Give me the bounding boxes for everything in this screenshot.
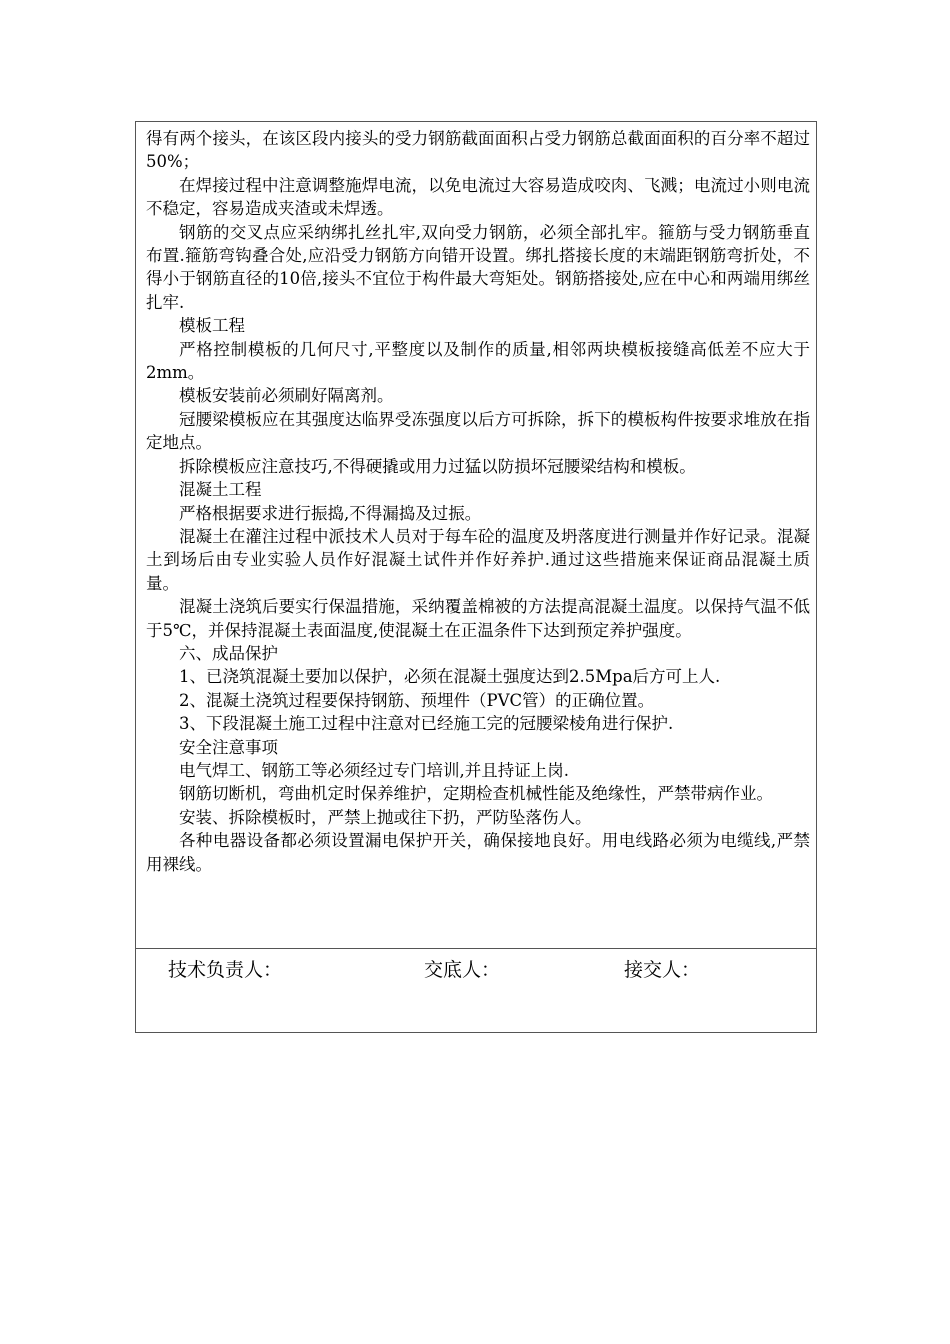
- discloser-signature-label: 交底人：: [424, 959, 501, 981]
- content-paragraph: 各种电器设备都必须设置漏电保护开关，确保接地良好。用电线路必须为电缆线,严禁用裸线。: [146, 831, 810, 874]
- content-paragraph: 在焊接过程中注意调整施焊电流，以免电流过大容易造成咬肉、飞溅；电流过小则电流不稳定，容易造成夹渣或未焊透。: [146, 175, 810, 219]
- content-paragraph: 模板工程: [179, 316, 245, 336]
- signature-divider: [136, 948, 816, 949]
- content-paragraph: 钢筋的交叉点应采纳绑扎丝扎牢,双向受力钢筋，必须全部扎牢。箍筋与受力钢筋垂直布置.箍筋弯钩叠合处,应沿受力钢筋方向错开设置。绑扎搭接长度的末端距钢筋弯折处，不得小于钢筋直径的10倍,接头不宜位于构件最大弯矩处。钢筋搭接处,应在中心和两端用绑丝扎牢.: [146, 222, 810, 312]
- content-paragraph: 电气焊工、钢筋工等必须经过专门培训,并且持证上岗.: [179, 760, 569, 780]
- content-paragraph: 钢筋切断机，弯曲机定时保养维护，定期检查机械性能及绝缘性，严禁带病作业。: [179, 784, 773, 804]
- content-paragraph: 安装、拆除模板时，严禁上抛或往下扔，严防坠落伤人。: [179, 807, 592, 827]
- content-paragraph: 安全注意事项: [179, 737, 278, 757]
- content-paragraph: 拆除模板应注意技巧,不得硬撬或用力过猛以防损坏冠腰梁结构和模板。: [179, 456, 696, 476]
- receiver-signature-label: 接交人：: [624, 959, 701, 981]
- disclosure-form-box: [135, 121, 817, 1033]
- content-paragraph: 严格控制模板的几何尺寸,平整度以及制作的质量,相邻两块模板接缝高低差不应大于2mm。: [146, 339, 810, 383]
- tech-lead-signature-label: 技术负责人：: [168, 959, 283, 981]
- content-paragraph: 冠腰梁模板应在其强度达临界受冻强度以后方可拆除，拆下的模板构件按要求堆放在指定地点。: [146, 409, 810, 453]
- content-paragraph: 2、混凝土浇筑过程要保持钢筋、预埋件（PVC管）的正确位置。: [179, 690, 655, 710]
- content-paragraph: 混凝土浇筑后要实行保温措施，采纳覆盖棉被的方法提高混凝土温度。以保持气温不低于5℃，并保持混凝土表面温度,使混凝土在正温条件下达到预定养护强度。: [146, 597, 810, 640]
- content-paragraph: 严格根据要求进行振捣,不得漏捣及过振。: [179, 503, 482, 523]
- content-paragraph: 混凝土工程: [179, 480, 262, 500]
- content-paragraph: 模板安装前必须刷好隔离剂。: [179, 386, 394, 406]
- content-paragraph: 得有两个接头，在该区段内接头的受力钢筋截面面积占受力钢筋总截面面积的百分率不超过50%；: [146, 129, 810, 172]
- content-paragraph: 混凝土在灌注过程中派技术人员对于每车砼的温度及坍落度进行测量并作好记录。混凝土到场后由专业实验人员作好混凝土试件并作好养护.通过这些措施来保证商品混凝土质量。: [146, 526, 810, 593]
- content-paragraph: 六、成品保护: [179, 643, 278, 663]
- disclosure-content: [146, 127, 810, 876]
- content-paragraph: 1、已浇筑混凝土要加以保护，必须在混凝土强度达到2.5Mpa后方可上人.: [179, 667, 721, 687]
- content-paragraph: 3、下段混凝土施工过程中注意对已经施工完的冠腰梁棱角进行保护.: [179, 714, 674, 734]
